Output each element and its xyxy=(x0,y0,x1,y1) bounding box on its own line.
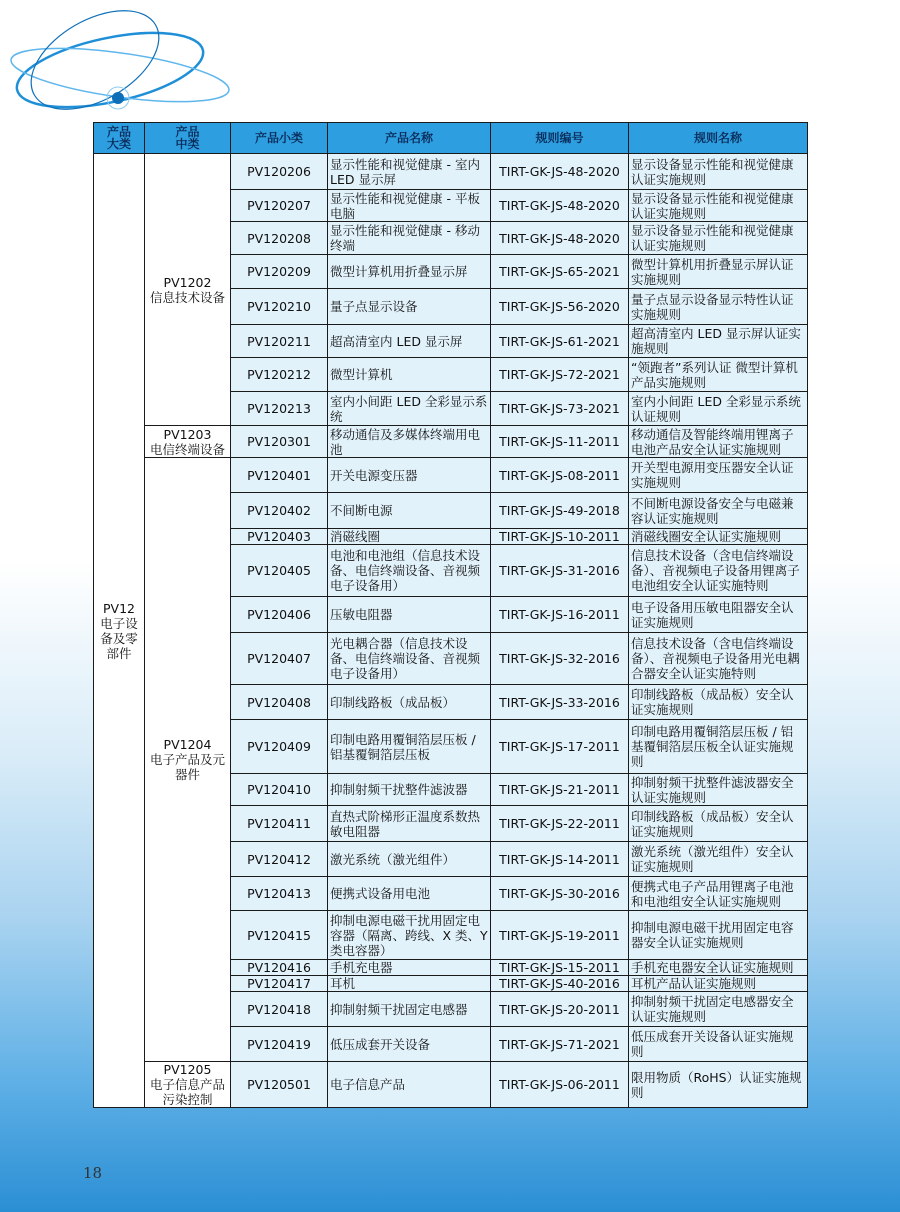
rule-name: 量子点显示设备显示特性认证实施规则 xyxy=(629,289,808,325)
product-name: 抑制电源电磁干扰用固定电容器（隔离、跨线、X 类、Y 类电容器） xyxy=(328,911,491,960)
subcategory-code: PV120407 xyxy=(231,633,328,685)
rule-name: 信息技术设备（含电信终端设备）、音视频电子设备用锂离子电池组安全认证实施特则 xyxy=(629,545,808,597)
product-name: 直热式阶梯形正温度系数热敏电阻器 xyxy=(328,806,491,842)
product-name: 显示性能和视觉健康 - 移动终端 xyxy=(328,222,491,255)
product-name: 不间断电源 xyxy=(328,493,491,529)
table-row xyxy=(94,154,808,190)
rule-name: 手机充电器安全认证实施规则 xyxy=(629,960,808,976)
group-pv1202: PV1202 信息技术设备 xyxy=(145,154,231,426)
rule-name: 信息技术设备（含电信终端设备）、音视频电子设备用光电耦合器安全认证实施特则 xyxy=(629,633,808,685)
rule-name: 印制线路板（成品板）安全认证实施规则 xyxy=(629,685,808,720)
product-name: 光电耦合器（信息技术设备、电信终端设备、音视频电子设备用） xyxy=(328,633,491,685)
subcategory-code: PV120212 xyxy=(231,358,328,392)
rule-number: TIRT-GK-JS-65-2021 xyxy=(491,255,629,289)
rule-number: TIRT-GK-JS-48-2020 xyxy=(491,154,629,190)
product-name: 激光系统（激光组件） xyxy=(328,842,491,877)
product-name: 超高清室内 LED 显示屏 xyxy=(328,325,491,358)
rule-name: 印制线路板（成品板）安全认证实施规则 xyxy=(629,806,808,842)
rule-name: 限用物质（RoHS）认证实施规则 xyxy=(629,1062,808,1108)
rule-number: TIRT-GK-JS-16-2011 xyxy=(491,597,629,633)
table-row xyxy=(94,1062,808,1108)
subcategory-code: PV120410 xyxy=(231,774,328,806)
rule-name: 显示设备显示性能和视觉健康认证实施规则 xyxy=(629,222,808,255)
product-name: 印制线路板（成品板） xyxy=(328,685,491,720)
rule-name: 不间断电源设备安全与电磁兼容认证实施规则 xyxy=(629,493,808,529)
rule-name: 超高清室内 LED 显示屏认证实施规则 xyxy=(629,325,808,358)
rule-number: TIRT-GK-JS-08-2011 xyxy=(491,458,629,493)
rule-number: TIRT-GK-JS-40-2016 xyxy=(491,976,629,992)
subcategory-code: PV120416 xyxy=(231,960,328,976)
rule-number: TIRT-GK-JS-32-2016 xyxy=(491,633,629,685)
rule-name: 显示设备显示性能和视觉健康认证实施规则 xyxy=(629,154,808,190)
rule-number: TIRT-GK-JS-73-2021 xyxy=(491,392,629,426)
rule-number: TIRT-GK-JS-61-2021 xyxy=(491,325,629,358)
subcategory-code: PV120413 xyxy=(231,877,328,911)
table-row xyxy=(94,458,808,493)
rule-name: 开关型电源用变压器安全认证实施规则 xyxy=(629,458,808,493)
product-rule-table xyxy=(93,122,807,1108)
subcategory-code: PV120209 xyxy=(231,255,328,289)
table-header-row xyxy=(94,123,808,154)
rule-name: 室内小间距 LED 全彩显示系统认证规则 xyxy=(629,392,808,426)
rule-name: 显示设备显示性能和视觉健康认证实施规则 xyxy=(629,190,808,222)
rule-number: TIRT-GK-JS-30-2016 xyxy=(491,877,629,911)
subcategory-code: PV120401 xyxy=(231,458,328,493)
product-name: 显示性能和视觉健康 - 室内 LED 显示屏 xyxy=(328,154,491,190)
rule-name: 抑制射频干扰固定电感器安全认证实施规则 xyxy=(629,992,808,1027)
subcategory-code: PV120403 xyxy=(231,529,328,545)
subcategory-code: PV120415 xyxy=(231,911,328,960)
subcategory-code: PV120301 xyxy=(231,426,328,458)
group-pv1204: PV1204 电子产品及元器件 xyxy=(145,458,231,1062)
header-subcategory: 产品小类 xyxy=(231,123,328,154)
group-pv1203: PV1203 电信终端设备 xyxy=(145,426,231,458)
product-name: 移动通信及多媒体终端用电池 xyxy=(328,426,491,458)
header-middle-category: 产品中类 xyxy=(145,123,231,154)
rule-number: TIRT-GK-JS-71-2021 xyxy=(491,1027,629,1062)
product-name: 微型计算机用折叠显示屏 xyxy=(328,255,491,289)
rule-number: TIRT-GK-JS-48-2020 xyxy=(491,222,629,255)
product-name: 抑制射频干扰整件滤波器 xyxy=(328,774,491,806)
product-name: 压敏电阻器 xyxy=(328,597,491,633)
subcategory-code: PV120419 xyxy=(231,1027,328,1062)
rule-name: 低压成套开关设备认证实施规则 xyxy=(629,1027,808,1062)
rule-name: “领跑者”系列认证 微型计算机产品实施规则 xyxy=(629,358,808,392)
rule-number: TIRT-GK-JS-72-2021 xyxy=(491,358,629,392)
subcategory-code: PV120211 xyxy=(231,325,328,358)
rule-number: TIRT-GK-JS-33-2016 xyxy=(491,685,629,720)
rule-name: 移动通信及智能终端用锂离子电池产品安全认证实施规则 xyxy=(629,426,808,458)
rule-number: TIRT-GK-JS-56-2020 xyxy=(491,289,629,325)
rule-number: TIRT-GK-JS-15-2011 xyxy=(491,960,629,976)
subcategory-code: PV120418 xyxy=(231,992,328,1027)
product-name: 抑制射频干扰固定电感器 xyxy=(328,992,491,1027)
rule-number: TIRT-GK-JS-21-2011 xyxy=(491,774,629,806)
product-name: 手机充电器 xyxy=(328,960,491,976)
rule-name: 抑制电源电磁干扰用固定电容器安全认证实施规则 xyxy=(629,911,808,960)
product-name: 电子信息产品 xyxy=(328,1062,491,1108)
subcategory-code: PV120408 xyxy=(231,685,328,720)
subcategory-code: PV120402 xyxy=(231,493,328,529)
product-name: 消磁线圈 xyxy=(328,529,491,545)
rule-number: TIRT-GK-JS-10-2011 xyxy=(491,529,629,545)
rule-number: TIRT-GK-JS-17-2011 xyxy=(491,720,629,774)
page-number: 18 xyxy=(83,1164,103,1182)
product-name: 印制电路用覆铜箔层压板 / 铝基覆铜箔层压板 xyxy=(328,720,491,774)
rule-number: TIRT-GK-JS-22-2011 xyxy=(491,806,629,842)
subcategory-code: PV120406 xyxy=(231,597,328,633)
rule-number: TIRT-GK-JS-48-2020 xyxy=(491,190,629,222)
rule-number: TIRT-GK-JS-31-2016 xyxy=(491,545,629,597)
group-pv12-major: PV12 电子设备及零部件 xyxy=(94,154,145,1108)
orbit-decoration-icon xyxy=(0,0,300,130)
rule-name: 耳机产品认证实施规则 xyxy=(629,976,808,992)
rule-number: TIRT-GK-JS-20-2011 xyxy=(491,992,629,1027)
rule-number: TIRT-GK-JS-19-2011 xyxy=(491,911,629,960)
subcategory-code: PV120208 xyxy=(231,222,328,255)
rule-name: 激光系统（激光组件）安全认证实施规则 xyxy=(629,842,808,877)
product-name: 量子点显示设备 xyxy=(328,289,491,325)
subcategory-code: PV120417 xyxy=(231,976,328,992)
subcategory-code: PV120501 xyxy=(231,1062,328,1108)
rule-number: TIRT-GK-JS-11-2011 xyxy=(491,426,629,458)
product-name: 室内小间距 LED 全彩显示系统 xyxy=(328,392,491,426)
product-name: 便携式设备用电池 xyxy=(328,877,491,911)
rule-name: 消磁线圈安全认证实施规则 xyxy=(629,529,808,545)
subcategory-code: PV120207 xyxy=(231,190,328,222)
header-rule-name: 规则名称 xyxy=(629,123,808,154)
product-name: 显示性能和视觉健康 - 平板电脑 xyxy=(328,190,491,222)
product-name: 电池和电池组（信息技术设备、电信终端设备、音视频电子设备用） xyxy=(328,545,491,597)
group-pv1205: PV1205 电子信息产品污染控制 xyxy=(145,1062,231,1108)
rule-number: TIRT-GK-JS-49-2018 xyxy=(491,493,629,529)
subcategory-code: PV120405 xyxy=(231,545,328,597)
header-product-name: 产品名称 xyxy=(328,123,491,154)
rule-name: 便携式电子产品用锂离子电池和电池组安全认证实施规则 xyxy=(629,877,808,911)
rule-name: 印制电路用覆铜箔层压板 / 铝基覆铜箔层压板全认证实施规则 xyxy=(629,720,808,774)
subcategory-code: PV120409 xyxy=(231,720,328,774)
header-rule-number: 规则编号 xyxy=(491,123,629,154)
rule-number: TIRT-GK-JS-06-2011 xyxy=(491,1062,629,1108)
subcategory-code: PV120213 xyxy=(231,392,328,426)
subcategory-code: PV120412 xyxy=(231,842,328,877)
subcategory-code: PV120411 xyxy=(231,806,328,842)
product-name: 开关电源变压器 xyxy=(328,458,491,493)
product-name: 低压成套开关设备 xyxy=(328,1027,491,1062)
subcategory-code: PV120210 xyxy=(231,289,328,325)
rule-name: 电子设备用压敏电阻器安全认证实施规则 xyxy=(629,597,808,633)
table-row xyxy=(94,426,808,458)
rule-name: 微型计算机用折叠显示屏认证实施规则 xyxy=(629,255,808,289)
product-name: 微型计算机 xyxy=(328,358,491,392)
subcategory-code: PV120206 xyxy=(231,154,328,190)
rule-number: TIRT-GK-JS-14-2011 xyxy=(491,842,629,877)
product-name: 耳机 xyxy=(328,976,491,992)
rule-name: 抑制射频干扰整件滤波器安全认证实施规则 xyxy=(629,774,808,806)
header-major-category: 产品大类 xyxy=(94,123,145,154)
